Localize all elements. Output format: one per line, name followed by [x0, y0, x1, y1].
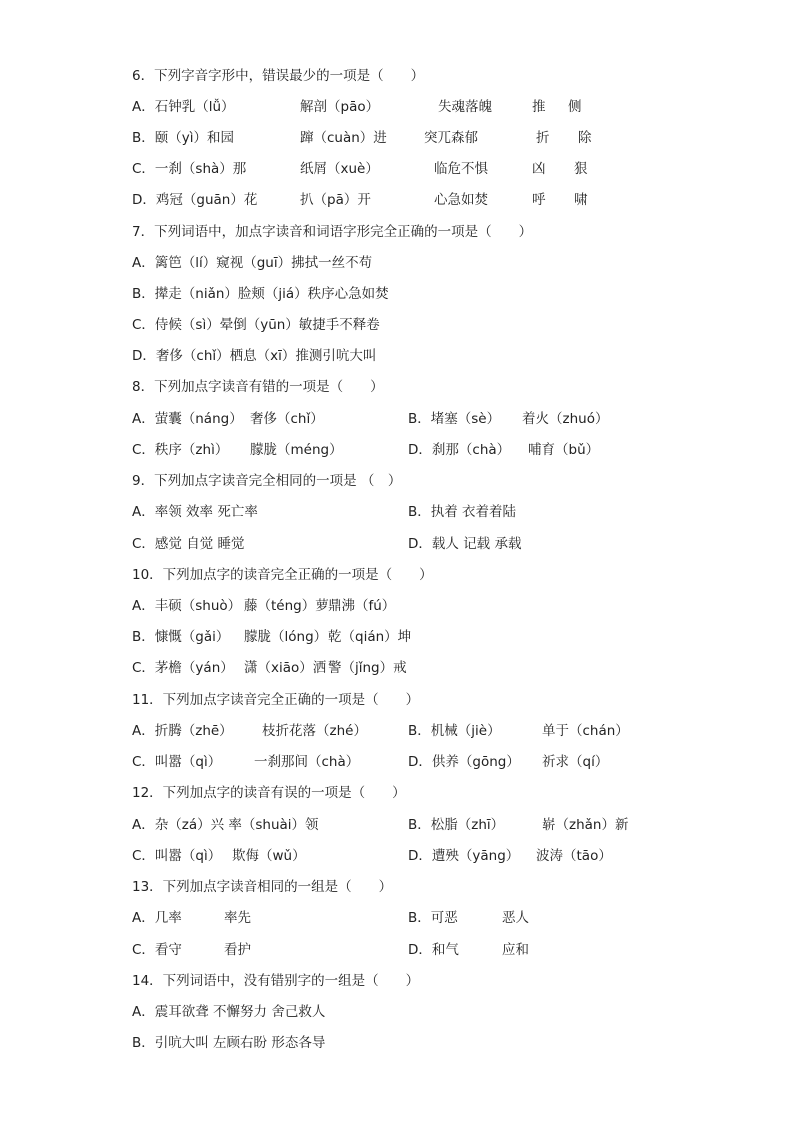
option-text: 警（jǐng）戒: [328, 660, 407, 676]
option-text: 一刹那间（chà）: [254, 754, 360, 770]
option-text: 波涛（tāo）: [536, 848, 612, 864]
line-text: A．石钟乳（lǚ）: [132, 99, 235, 115]
line-text: 10．下列加点字的读音完全正确的一项是（ ）: [132, 567, 433, 583]
line-text: C．秩序（zhì）: [132, 442, 229, 458]
option-text: 心急如焚: [434, 192, 488, 208]
line-text: D．鸡冠（guān）花: [132, 192, 258, 208]
option-text: 蹿（cuàn）进: [300, 130, 387, 146]
line-text: 9．下列加点字读音完全相同的一项是 （ ）: [132, 473, 402, 489]
option-text: 侧: [568, 99, 582, 115]
option-text: B．执着 衣着着陆: [408, 504, 517, 520]
option-text: 祈求（qí）: [542, 754, 609, 770]
line-text: C．茅檐（yán）: [132, 660, 234, 676]
option-text: D．供养（gōng）: [408, 754, 520, 770]
option-text: 临危不惧: [434, 161, 488, 177]
option-text: 解剖（pāo）: [300, 99, 380, 115]
line-text: B．慷慨（gǎi）: [132, 629, 230, 645]
line-text: C．侍候（sì）晕倒（yūn）敏捷手不释卷: [132, 317, 380, 333]
option-text: 推: [532, 99, 546, 115]
line-text: A．萤囊（náng）: [132, 411, 243, 427]
line-text: A．丰硕（shuò）: [132, 598, 242, 614]
option-text: B．堵塞（sè）: [408, 411, 501, 427]
option-text: 藤（téng）萝: [244, 598, 329, 614]
option-text: 潇（xiāo）洒: [244, 660, 327, 676]
option-text: 着火（zhuó）: [522, 411, 609, 427]
option-text: B．可恶: [408, 910, 458, 926]
option-text: 哺育（bǔ）: [528, 442, 600, 458]
option-text: 乾（qián）坤: [328, 629, 412, 645]
line-text: B．撵走（niǎn）脸颊（jiá）秩序心急如焚: [132, 286, 389, 302]
line-text: B．引吭大叫 左顾右盼 形态各导: [132, 1035, 326, 1051]
option-text: 崭（zhǎn）新: [542, 817, 629, 833]
line-text: A．篱笆（lí）窥视（guī）拂拭一丝不苟: [132, 255, 373, 271]
line-text: 6．下列字音字形中，错误最少的一项是（ ）: [132, 68, 425, 84]
line-text: A．折腾（zhē）: [132, 723, 233, 739]
option-text: 啸: [574, 192, 588, 208]
line-text: D．奢侈（chǐ）栖息（xī）推测引吭大叫: [132, 348, 377, 364]
option-text: 突兀森郁: [424, 130, 478, 146]
line-text: 12．下列加点字的读音有误的一项是（ ）: [132, 785, 406, 801]
option-text: 狠: [574, 161, 588, 177]
option-text: D．刹那（chà）: [408, 442, 511, 458]
option-text: 奢侈（chǐ）: [250, 411, 324, 427]
option-text: 恶人: [502, 910, 529, 926]
line-text: C．看守: [132, 942, 182, 958]
option-text: 纸屑（xuè）: [300, 161, 379, 177]
line-text: 11．下列加点字读音完全正确的一项是（ ）: [132, 692, 420, 708]
line-text: C．叫嚣（qì）: [132, 848, 222, 864]
option-text: 除: [578, 130, 592, 146]
line-text: C．叫嚣（qì）: [132, 754, 222, 770]
option-text: 单于（chán）: [542, 723, 629, 739]
option-text: 扒（pā）开: [300, 192, 371, 208]
line-text: C．感觉 自觉 睡觉: [132, 536, 245, 552]
option-text: 欺侮（wǔ）: [232, 848, 306, 864]
line-text: A．率领 效率 死亡率: [132, 504, 258, 520]
option-text: 看护: [224, 942, 251, 958]
line-text: 7．下列词语中，加点字读音和词语字形完全正确的一项是（ ）: [132, 224, 533, 240]
line-text: 14．下列词语中，没有错别字的一组是（ ）: [132, 973, 420, 989]
option-text: 凶: [532, 161, 546, 177]
option-text: 应和: [502, 942, 529, 958]
option-text: 失魂落魄: [438, 99, 492, 115]
option-text: 枝折花落（zhé）: [262, 723, 367, 739]
option-text: D．载人 记载 承载: [408, 536, 522, 552]
line-text: 8．下列加点字读音有错的一项是（ ）: [132, 379, 384, 395]
option-text: 朦胧（méng）: [250, 442, 343, 458]
option-text: B．机械（jiè）: [408, 723, 501, 739]
option-text: 朦胧（lóng）: [244, 629, 328, 645]
line-text: 13．下列加点字读音相同的一组是（ ）: [132, 879, 393, 895]
line-text: C．一刹（shà）那: [132, 161, 247, 177]
option-text: 率先: [224, 910, 251, 926]
option-text: B．松脂（zhī）: [408, 817, 505, 833]
option-text: 鼎沸（fú）: [328, 598, 396, 614]
line-text: A．几率: [132, 910, 182, 926]
line-text: A．杂（zá）兴 率（shuài）领: [132, 817, 319, 833]
option-text: 折: [536, 130, 550, 146]
line-text: A．震耳欲聋 不懈努力 舍己救人: [132, 1004, 326, 1020]
option-text: D．和气: [408, 942, 459, 958]
option-text: 呼: [532, 192, 546, 208]
option-text: D．遭殃（yāng）: [408, 848, 520, 864]
line-text: B．颐（yì）和园: [132, 130, 235, 146]
